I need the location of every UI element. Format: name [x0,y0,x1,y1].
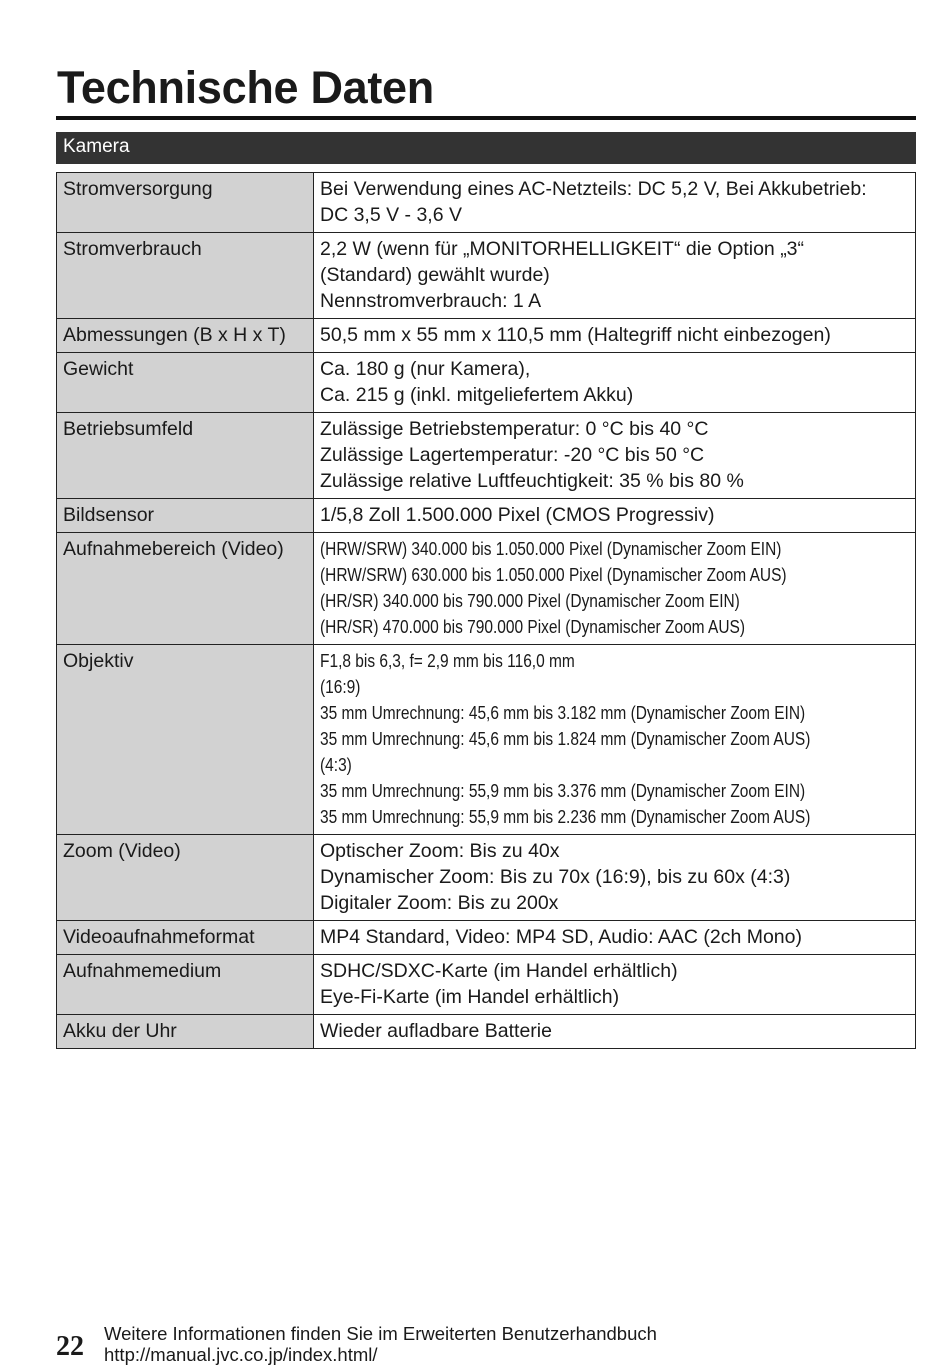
spec-value [314,835,916,921]
spec-row [57,835,916,921]
spec-row [57,1015,916,1049]
spec-label: Videoaufnahmeformat [57,921,314,955]
spec-value-line: (Standard) gewählt wurde) [320,264,550,286]
footer-url-link[interactable]: http://manual.jvc.co.jp/index.html/ [104,1344,378,1365]
spec-value-line: (HRW/SRW) 340.000 bis 1.050.000 Pixel (Dynamischer Zoom EIN) [320,539,782,559]
spec-value-line: 35 mm Umrechnung: 45,6 mm bis 3.182 mm (Dynamischer Zoom EIN) [320,703,806,723]
spec-value-line: Zulässige Betriebstemperatur: 0 °C bis 40 °C [320,418,709,440]
spec-label: Betriebsumfeld [57,413,314,499]
spec-row [57,499,916,533]
spec-row [57,173,916,233]
spec-row [57,413,916,499]
spec-row [57,533,916,645]
spec-label: Objektiv [57,645,314,835]
spec-value-line: DC 3,5 V - 3,6 V [320,204,462,226]
spec-row [57,233,916,319]
spec-value [314,319,916,353]
section-header-kamera: Kamera [56,132,916,164]
spec-label: Aufnahmemedium [57,955,314,1015]
spec-value-line: Wieder aufladbare Batterie [320,1020,552,1042]
spec-value-line: Zulässige relative Luftfeuchtigkeit: 35 % bis 80 % [320,470,744,492]
spec-row [57,921,916,955]
spec-value-line: Bei Verwendung eines AC-Netzteils: DC 5,2 V, Bei Akkubetrieb: [320,178,867,200]
spec-value [314,353,916,413]
spec-value-line: (4:3) [320,755,352,775]
spec-value-line: Dynamischer Zoom: Bis zu 70x (16:9), bis zu 60x (4:3) [320,866,791,888]
spec-value-line: (HR/SR) 470.000 bis 790.000 Pixel (Dynamischer Zoom AUS) [320,617,746,637]
spec-value-line: Zulässige Lagertemperatur: -20 °C bis 50 °C [320,444,705,466]
specs-table [56,172,916,1049]
title-divider [56,116,916,120]
spec-value [314,921,916,955]
spec-label: Akku der Uhr [57,1015,314,1049]
spec-value [314,1015,916,1049]
spec-value-line: SDHC/SDXC-Karte (im Handel erhältlich) [320,960,678,982]
spec-value-line: Nennstromverbrauch: 1 A [320,290,542,312]
spec-value [314,413,916,499]
spec-value [314,955,916,1015]
spec-value-line: Ca. 215 g (inkl. mitgeliefertem Akku) [320,384,634,406]
spec-value-line: F1,8 bis 6,3, f= 2,9 mm bis 116,0 mm [320,651,575,671]
spec-label: Aufnahmebereich (Video) [57,533,314,645]
spec-value-line: 35 mm Umrechnung: 55,9 mm bis 3.376 mm (Dynamischer Zoom EIN) [320,781,806,801]
spec-row [57,353,916,413]
spec-value [314,173,916,233]
spec-value-line: MP4 Standard, Video: MP4 SD, Audio: AAC (2ch Mono) [320,926,802,948]
spec-value-line: (16:9) [320,677,361,697]
spec-value-line: Optischer Zoom: Bis zu 40x [320,840,560,862]
spec-value [314,533,916,645]
spec-value-line: 35 mm Umrechnung: 45,6 mm bis 1.824 mm (Dynamischer Zoom AUS) [320,729,811,749]
spec-value-line: Eye-Fi-Karte (im Handel erhältlich) [320,986,620,1008]
spec-value [314,645,916,835]
spec-row [57,645,916,835]
spec-value-line: 2,2 W (wenn für „MONITORHELLIGKEIT“ die Option „3“ [320,238,805,260]
spec-value-line: Ca. 180 g (nur Kamera), [320,358,531,380]
spec-value-line: 50,5 mm x 55 mm x 110,5 mm (Haltegriff nicht einbezogen) [320,324,831,346]
spec-value-line: 35 mm Umrechnung: 55,9 mm bis 2.236 mm (Dynamischer Zoom AUS) [320,807,811,827]
spec-value-line: (HR/SR) 340.000 bis 790.000 Pixel (Dynamischer Zoom EIN) [320,591,740,611]
spec-label: Gewicht [57,353,314,413]
spec-label: Abmessungen (B x H x T) [57,319,314,353]
spec-value [314,499,916,533]
spec-value [314,233,916,319]
spec-value-line: Digitaler Zoom: Bis zu 200x [320,892,559,914]
spec-row [57,955,916,1015]
spec-label: Stromverbrauch [57,233,314,319]
spec-value-line: 1/5,8 Zoll 1.500.000 Pixel (CMOS Progressiv) [320,504,715,526]
spec-value-line: (HRW/SRW) 630.000 bis 1.050.000 Pixel (Dynamischer Zoom AUS) [320,565,787,585]
spec-row [57,319,916,353]
page-number: 22 [56,1331,84,1362]
page-title: Technische Daten [57,62,434,113]
spec-label: Bildsensor [57,499,314,533]
footer-info [104,1323,657,1365]
spec-label: Stromversorgung [57,173,314,233]
spec-label: Zoom (Video) [57,835,314,921]
footer-info-text: Weitere Informationen finden Sie im Erweiterten Benutzerhandbuch [104,1323,657,1344]
